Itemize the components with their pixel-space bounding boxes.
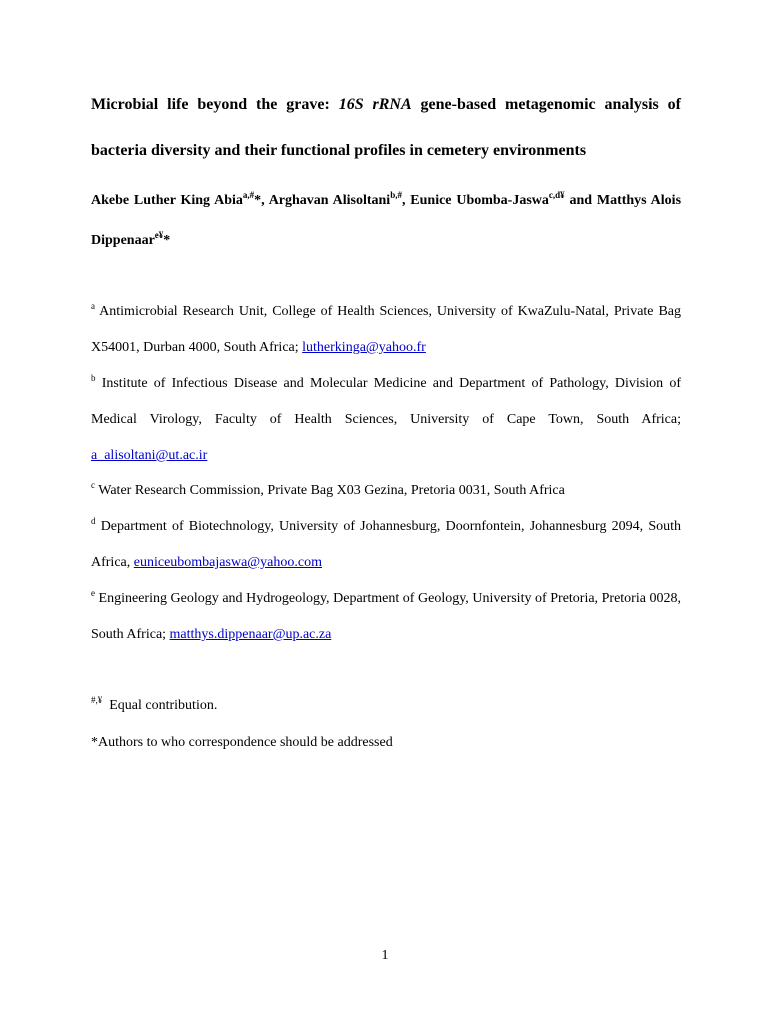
title-part1: Microbial life beyond the grave: — [91, 96, 339, 113]
affiliation-text: Water Research Commission, Private Bag X03 Gezina, Pretoria 0031, South Africa — [95, 483, 565, 498]
author-tail: *, — [254, 193, 269, 208]
affiliation-text: Engineering Geology and Hydrogeology, Department of Geology, University of Pretoria, Pretoria 0028, South Africa; — [91, 591, 681, 642]
email-link[interactable]: lutherkinga@yahoo.fr — [302, 340, 426, 355]
affiliation-text: Antimicrobial Research Unit, College of Health Sciences, University of KwaZulu-Natal, Private Bag X54001, Durban 4000, South Africa; — [91, 304, 681, 355]
note-text: Equal contribution. — [109, 698, 218, 713]
author-sup: a,# — [242, 190, 255, 200]
affiliation-sup: d — [91, 516, 96, 526]
author-tail: * — [163, 233, 171, 248]
affiliation-text: Institute of Infectious Disease and Molecular Medicine and Department of Pathology, Division of Medical Virology, Faculty of Health Sciences, University of Cape Town, South Africa; — [91, 376, 681, 427]
email-link[interactable]: a_alisoltani@ut.ac.ir — [91, 448, 208, 463]
affiliation-sup: a — [91, 301, 95, 311]
author-name: Eunice Ubomba-Jaswa — [410, 193, 549, 208]
affiliation-sup: e — [91, 588, 95, 598]
note-sup: #,¥ — [91, 695, 103, 705]
affiliation-a — [91, 294, 681, 366]
corresponding-note: *Authors to who correspondence should be addressed — [91, 735, 393, 750]
author-list — [91, 181, 681, 261]
author-tail: , — [401, 193, 411, 208]
title-italic: 16S rRNA — [338, 96, 412, 113]
affiliation-d — [91, 509, 681, 581]
affiliation-c — [91, 473, 681, 509]
author-name: Arghavan Alisoltani — [268, 193, 391, 208]
email-link[interactable]: euniceubombajaswa@yahoo.com — [133, 555, 322, 570]
email-link[interactable]: matthys.dippenaar@up.ac.za — [169, 627, 332, 642]
author-sup: e¥ — [154, 230, 164, 240]
page-number: 1 — [381, 948, 389, 963]
affiliation-sup: b — [91, 373, 96, 383]
author-name: Matthys Alois Dippenaar — [91, 193, 682, 248]
author-sup: b,# — [390, 190, 402, 200]
affiliation-sup: c — [91, 480, 95, 490]
author-sup: c,d¥ — [548, 190, 565, 200]
author-name: Akebe Luther King Abia — [91, 193, 243, 208]
paper-title — [91, 82, 681, 174]
author-tail: and — [564, 193, 597, 208]
affiliation-b — [91, 366, 681, 474]
affiliation-e — [91, 581, 681, 653]
affiliation-text: Department of Biotechnology, University of Johannesburg, Doornfontein, Johannesburg 2094, South Africa, — [91, 519, 681, 570]
equal-contribution-note — [91, 696, 217, 716]
title-part2: gene-based metagenomic analysis of bacteria diversity and their functional profiles in cemetery environments — [91, 96, 681, 159]
